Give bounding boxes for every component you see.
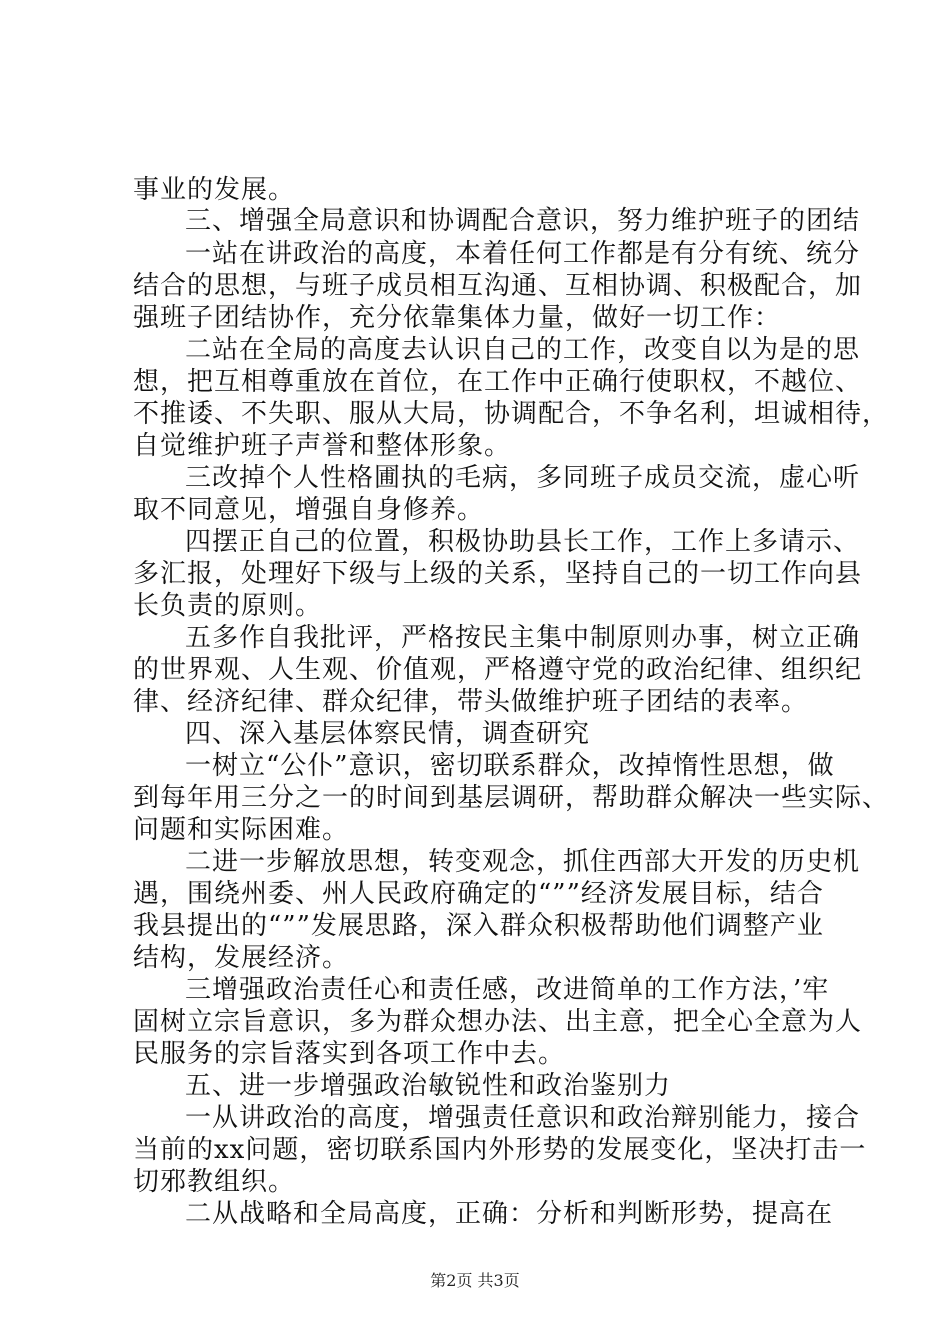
page-number-footer: 第2页 共3页	[430, 1271, 520, 1290]
text-line: 一站在讲政治的高度，本着任何工作都是有分有统、统分	[185, 239, 861, 269]
text-line: 多汇报，处理好下级与上级的关系，坚持自己的一切工作向县	[133, 559, 863, 589]
section-heading: 三、增强全局意识和协调配合意识，努力维护班子的团结	[185, 206, 861, 236]
text-line: 事业的发展。	[133, 175, 296, 205]
text-line: 的世界观、人生观、价值观，严格遵守党的政治纪律、组织纪	[133, 655, 863, 685]
text-line: 结合的思想，与班子成员相互沟通、互相协调、积极配合，加	[133, 271, 863, 301]
text-line: 想，把互相尊重放在首位，在工作中正确行使职权，不越位、	[133, 367, 863, 397]
text-line: 长负责的原则。	[133, 591, 323, 621]
text-line: 一从讲政治的高度，增强责任意识和政治辩别能力，接合	[185, 1103, 861, 1133]
text-line: 遇，围绕州委、州人民政府确定的“””经济发展目标，结合	[133, 879, 824, 909]
text-line: 二站在全局的高度去认识自己的工作，改变自以为是的思	[185, 335, 861, 365]
text-line: 律、经济纪律、群众纪律，带头做维护班子团结的表率。	[133, 687, 809, 717]
section-heading: 五、进一步增强政治敏锐性和政治鉴别力	[185, 1071, 672, 1101]
text-line: 三改掉个人性格圃执的毛病，多同班子成员交流，虚心听	[185, 463, 861, 493]
text-line: 到每年用三分之一的时间到基层调研，帮助群众解决一些实际、	[133, 783, 890, 813]
text-line: 二从战略和全局高度，正确：分析和判断形势，提高在	[185, 1199, 834, 1229]
text-line: 切邪教组织。	[133, 1167, 296, 1197]
text-line: 自觉维护班子声誉和整体形象。	[133, 431, 512, 461]
text-line: 取不同意见，增强自身修养。	[133, 495, 485, 525]
text-line: 强班子团结协作，充分依靠集体力量，做好一切工作：	[133, 303, 782, 333]
text-line: 五多作自我批评，严格按民主集中制原则办事，树立正确	[185, 623, 861, 653]
section-heading: 四、深入基层体察民情，调查研究	[185, 719, 591, 749]
text-line: 问题和实际困难。	[133, 815, 350, 845]
text-line: 一树立“公仆”意识，密切联系群众，改掉惰性思想，做	[185, 751, 835, 781]
text-line: 四摆正自己的位置，积极协助县长工作，工作上多请示、	[185, 527, 861, 557]
text-line: 不推诿、不失职、服从大局，协调配合，不争名利，坦诚相待，	[133, 399, 890, 429]
text-line: 结构，发展经济。	[133, 943, 350, 973]
text-line: 三增强政治责任心和责任感，改进简单的工作方法，’牢	[185, 975, 830, 1005]
text-line: 我县提出的“””发展思路，深入群众积极帮助他们调整产业	[133, 911, 824, 941]
text-line: 当前的xx问题，密切联系国内外形势的发展变化，坚决打击一	[133, 1135, 867, 1165]
text-line: 民服务的宗旨落实到各项工作中去。	[133, 1039, 566, 1069]
text-line: 二进一步解放思想，转变观念，抓住西部大开发的历史机	[185, 847, 861, 877]
text-line: 固树立宗旨意识，多为群众想办法、出主意，把全心全意为人	[133, 1007, 863, 1037]
